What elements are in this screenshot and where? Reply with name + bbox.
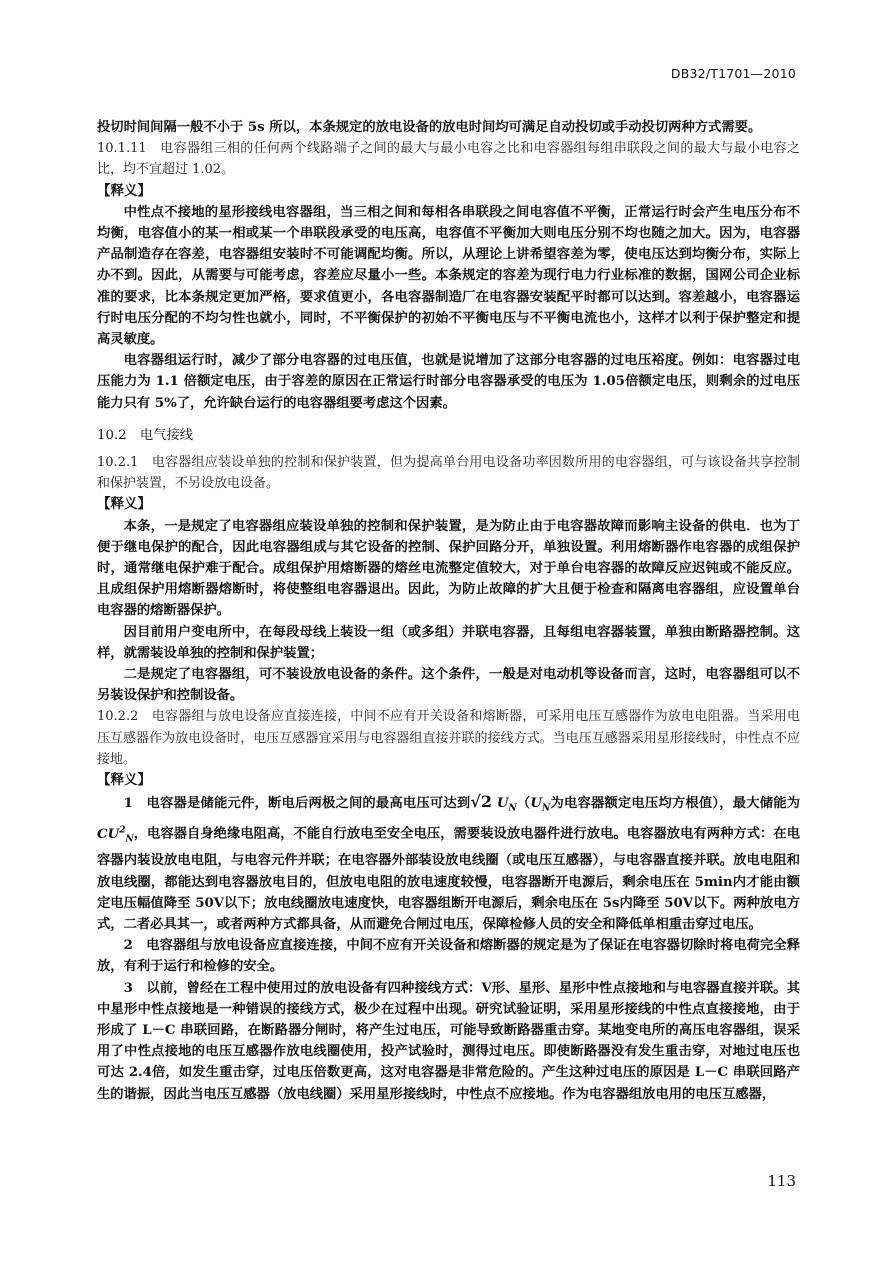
page-number: 113 bbox=[767, 1172, 796, 1190]
explanation-heading: 【释义】 bbox=[97, 772, 151, 789]
explanation-paragraph: 二是规定了电容器组，可不装设放电设备的条件。这个条件，一般是对电动机等设备而言，这时，电容器组可以不另装设保护和控制设备。 bbox=[97, 667, 800, 704]
clause-10-2-2: 10.2.2 电容器组与放电设备应直接连接，中间不应有开关设备和熔断器，可采用电压互感器作为放电电阻器。当采用电压互感器作为放电设备时，电压互感器宜采用与电容器组直接并联的接线方式。当电压互感器采用星形接线时，中性点不应接地。 bbox=[97, 709, 800, 767]
section-heading-10-2: 10.2 电气接线 bbox=[97, 427, 194, 443]
explanation-paragraph: 电容器组运行时，减少了部分电容器的过电压值，也就是说增加了这部分电容器的过电压裕度。例如：电容器过电压能力为 1.1 倍额定电压，由于容差的原因在正常运行时部分电容器承受的电压为 1.05倍额定电压，则剩余的过电压能力只有 5%了，允许缺台运行的电容器组要考虑这个因素。 bbox=[97, 353, 800, 411]
explanation-paragraph: 本条，一是规定了电容器组应装设单独的控制和保护装置，是为防止由于电容器故障而影响主设备的供电．也为丁便于继电保护的配合，因此电容器组成与其它设备的控制、保护回路分开，单独设置。利用熔断器作电容器的成组保护时，通常继电保护难于配合。成组保护用熔断器的熔丝电流整定值较大，对于单台电容器的故障反应迟钝或不能反应。且成组保护用熔断器熔断时，将使整组电容器退出。因此，为防止故障的扩大且便于检查和隔离电容器组，应设置单台电容器的熔断器保护。 bbox=[97, 518, 800, 619]
document-body bbox=[97, 117, 800, 1105]
explanation-heading: 【释义】 bbox=[97, 496, 151, 513]
clause-10-1-11: 10.1.11 电容器组三相的任何两个线路端子之间的最大与最小电容之比和电容器组每组串联段之间的最大与最小电容之比，均不宜超过 1.02。 bbox=[97, 141, 800, 178]
explanation-heading: 【释义】 bbox=[97, 182, 151, 199]
explanation-paragraph: 中性点不接地的星形接线电容器组，当三相之间和每相各串联段之间电容值不平衡，正常运行时会产生电压分布不均衡，电容值小的某一相或某一个串联段承受的电压高，电容值不平衡加大则电压分别不均也随之加大。因为，电容器产品制造存在容差，电容器组安装时不可能调配均衡。所以，从理论上讲希望容差为零，使电压达到均衡分布，实际上办不到。因此，从需要与可能考虑，容差应尽量小一些。本条规定的容差为现行电力行业标准的数据，国网公司企业标准的要求，比本条规定更加严格，要求值更小，各电容器制造厂在电容器安装配平时都可以达到。容差越小，电容器运行时电压分配的不均匀性也就小，同时，不平衡保护的初始不平衡电压与不平衡电流也小，这样才以利于保护整定和提高灵敏度。 bbox=[97, 204, 800, 348]
paragraph-continuation: 投切时间间隔一般不小于 5s 所以，本条规定的放电设备的放电时间均可满足自动投切或手动投切两种方式需要。 bbox=[97, 120, 762, 135]
explanation-paragraph: 2 电容器组与放电设备应直接连接，中间不应有开关设备和熔断器的规定是为了保证在电容器切除时将电荷完全释放，有利于运行和检修的安全。 bbox=[97, 938, 800, 975]
document-code-header: DB32/T1701—2010 bbox=[670, 66, 796, 81]
clause-10-2-1: 10.2.1 电容器组应装设单独的控制和保护装置，但为提高单台用电设备功率因数所用的电容器组，可与该设备共享控制和保护装置，不另设放电设备。 bbox=[97, 455, 800, 492]
rated-voltage-symbol: $U_N$ bbox=[530, 796, 551, 814]
explanation-paragraph: 3 以前，曾经在工程中使用过的放电设备有四种接线方式：V形、星形、星形中性点接地和与电容器直接并联。其中星形中性点接地是一种错误的接线方式，极少在过程中出现。研究试验证明，采用星形接线的中性点直接接地，由于形成了 L－C 串联回路，在断路器分闸时，将产生过电压，可能导致断路器重击穿。某地变电所的高压电容器组，误采用了中性点接地的电压互感器作放电线圈使用，投产试验时，测得过电压。即使断路器没有发生重击穿，对地过电压也可达 2.4倍，如发生重击穿，过电压倍数更高，这对电容器是非常危险的。产生这种过电压的原因是 L－C 串联回路产生的谐振，因此当电压互感器（放电线圈）采用星形接线时，中性点不应接地。作为电容器组放电用的电压互感器， bbox=[97, 980, 800, 1102]
explanation-paragraph-formula: 1 电容器是储能元件，断电后两极之间的最高电压可达到√2 $U_N(U_N$为电容器额定电压均方根值），最大储能为 $CU^2_N$，电容器自身绝缘电阻高，不能自行放电至安全电压，需要装设放电器件进行放电。电容器放电有两种方式：在电容器内装设放电电阻，与电容元件并联；在电容器外部装设放电线圈（或电压互感器），与电容器直接并联。放电电阻和放电线圈，都能达到电容器放电目的，但放电电阻的放电速度较慢，电容器断开电源后，剩余电压在 5min内才能由额定电压幅值降至 50V以下；放电线圈放电速度快，电容器组断开电源后，剩余电压在 5s内降至 50V以下。两种放电方式，二者必具其一，或者两种方式都具备，从而避免合闸过电压，保障检修人员的安全和降低单相重击穿过电压。 bbox=[97, 792, 800, 933]
explanation-paragraph: 因目前用户变电所中，在每段母线上装设一组（或多组）并联电容器，且每组电容器装置，单独由断路器控制。这样，就需装设单独的控制和保护装置； bbox=[97, 624, 800, 661]
sqrt2-formula: √2 $U_N$ bbox=[470, 792, 517, 814]
energy-formula: $CU^2_N$ bbox=[97, 825, 134, 845]
